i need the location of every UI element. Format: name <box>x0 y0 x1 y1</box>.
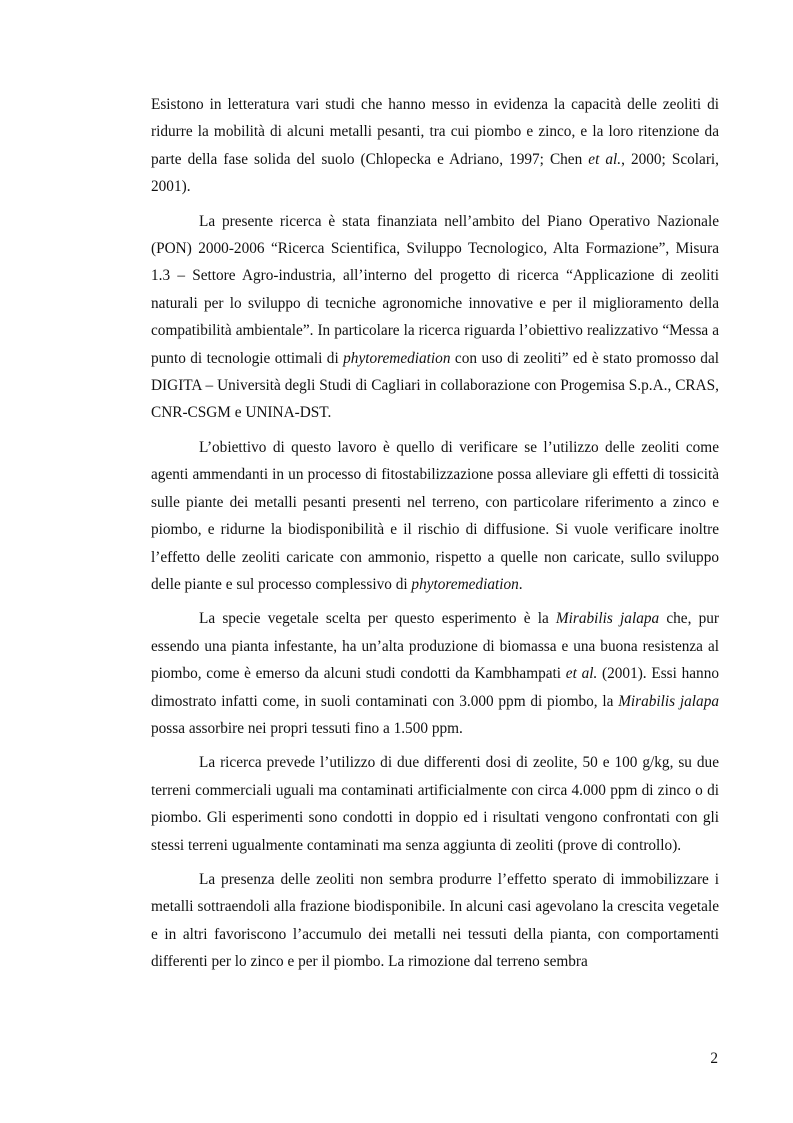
text-run: (2001). Essi hanno dimostrato infatti come, in suoli contaminati con 3.000 ppm di piombo, la <box>151 665 719 710</box>
italic-run: phytoremediation <box>343 349 451 367</box>
italic-run: Mirabilis jalapa <box>555 610 660 628</box>
text-run: L’obiettivo di questo lavoro è quello di verificare se l’utilizzo delle zeoliti come agenti ammendanti in un processo di fitostabilizzazione possa alleviare gli effetti di tossicità sulle piante dei metalli pesanti presenti nel terreno, con particolare riferimento a zinco e piombo, e ridurne la biodisponibilità e il rischio di diffusione. Si vuole verificare inoltre l’effetto delle zeoliti caricate con ammonio, rispetto a quelle non caricate, sullo sviluppo delle piante e sul processo complessivo di <box>151 438 719 593</box>
italic-run: et al. <box>565 665 598 683</box>
paragraph-4 <box>151 605 719 742</box>
italic-run: phytoremediation <box>411 575 519 593</box>
italic-run: Mirabilis jalapa <box>618 692 719 710</box>
page-number: 2 <box>710 1050 718 1067</box>
text-run: Esistono in letteratura vari studi che hanno messo in evidenza la capacità delle zeoliti di ridurre la mobilità di alcuni metalli pesanti, tra cui piombo e zinco, e la loro ritenzione da parte della fase solida del suolo (Chlopecka e Adriano, 1997; Chen <box>151 96 719 168</box>
paragraph-3 <box>151 434 719 598</box>
text-run: La presente ricerca è stata finanziata nell’ambito del Piano Operativo Nazionale (PON) 2000-2006 “Ricerca Scientifica, Sviluppo Tecnologico, Alta Formazione”, Misura 1.3 – Settore Agro-industria, all’interno del progetto di ricerca “Applicazione di zeoliti naturali per lo sviluppo di tecniche agronomiche innovative e per il miglioramento della compatibilità ambientale”. In particolare la ricerca riguarda l’obiettivo realizzativo “Messa a punto di tecnologie ottimali di <box>151 212 719 367</box>
text-run: con uso di zeoliti” ed è stato promosso dal DIGITA – Università degli Studi di Cagliari in collaborazione con Progemisa S.p.A., CRAS, CNR-CSGM e UNINA-DST. <box>151 349 719 422</box>
body-text <box>151 91 719 983</box>
text-run: La specie vegetale scelta per questo esperimento è la <box>199 610 556 628</box>
paragraph-5 <box>151 749 719 859</box>
text-run: , 2000; Scolari, 2001). <box>151 150 719 196</box>
paragraph-6 <box>151 866 719 976</box>
paragraph-2 <box>151 208 719 427</box>
italic-run: et al. <box>588 150 622 168</box>
text-run: possa assorbire nei propri tessuti fino a 1.500 ppm. <box>151 719 463 737</box>
text-run: . <box>518 575 523 593</box>
text-run: La ricerca prevede l’utilizzo di due differenti dosi di zeolite, 50 e 100 g/kg, su due terreni commerciali uguali ma contaminati artificialmente con circa 4.000 ppm di zinco o di piombo. Gli esperimenti sono condotti in doppio ed i risultati vengono confrontati con gli stessi terreni ugualmente contaminati ma senza aggiunta di zeoliti (prove di controllo). <box>151 754 719 854</box>
paragraph-1 <box>151 91 719 201</box>
text-run: La presenza delle zeoliti non sembra produrre l’effetto sperato di immobilizzare i metalli sottraendoli alla frazione biodisponibile. In alcuni casi agevolano la crescita vegetale e in altri favoriscono l’accumulo dei metalli nei tessuti della pianta, con comportamenti differenti per lo zinco e per il piombo. La rimozione dal terreno sembra <box>151 870 719 971</box>
text-run: che, pur essendo una pianta infestante, ha un’alta produzione di biomassa e una buona resistenza al piombo, come è emerso da alcuni studi condotti da Kambhampati <box>151 610 719 683</box>
